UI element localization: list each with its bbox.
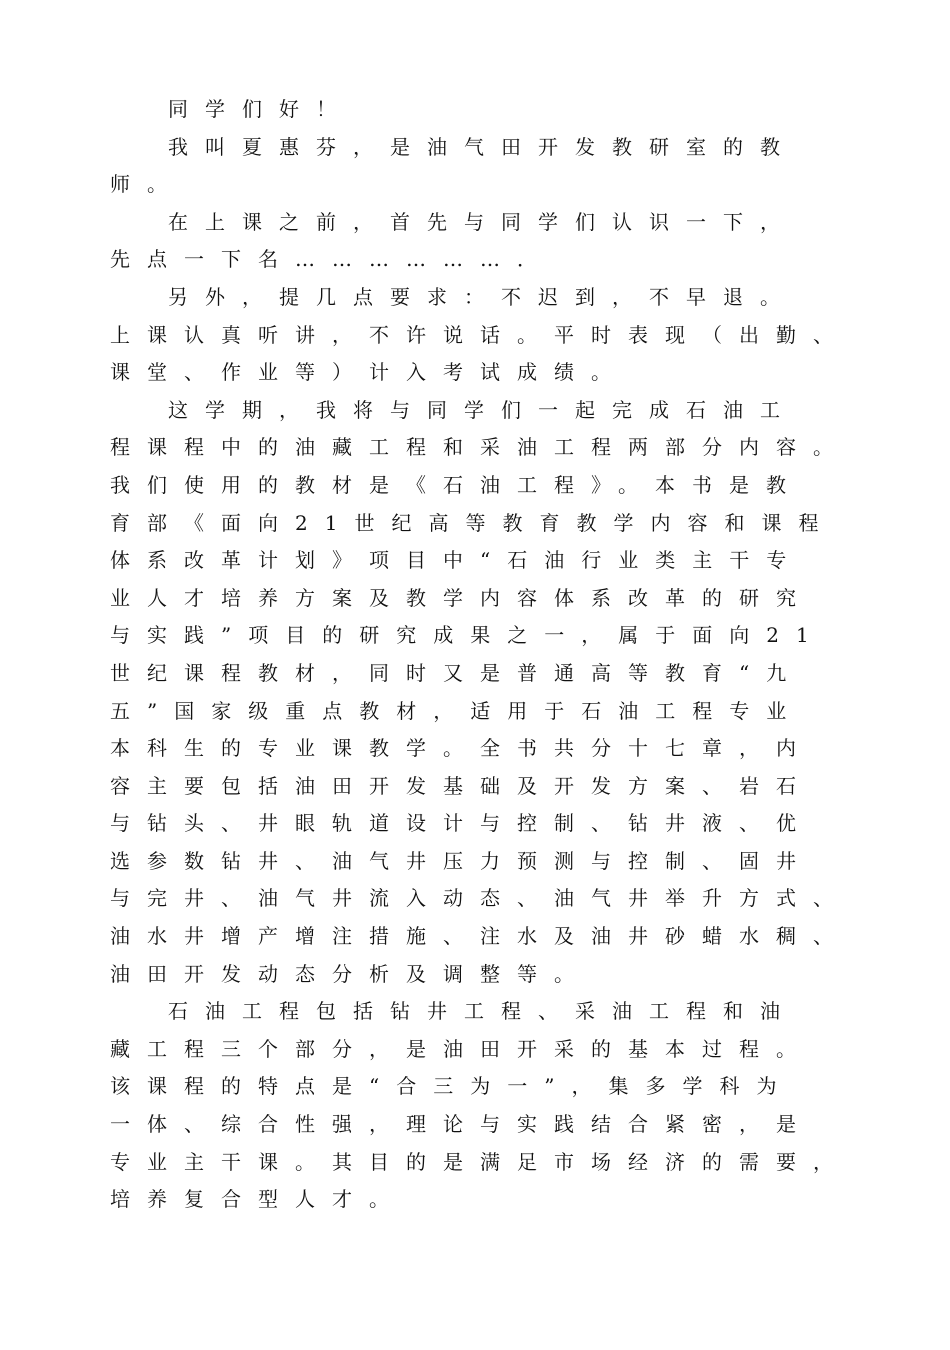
paragraph-line: 我叫夏惠芬，是油气田开发教研室的教 [168,134,797,159]
paragraph-line: 与钻头、井眼轨道设计与控制、钻井液、优 [110,811,813,836]
paragraph-line: 专业主干课。其目的是满足市场经济的需要， [110,1149,850,1174]
paragraph-line: 师。 [110,172,184,197]
paragraph-line: 世纪课程教材，同时又是普通高等教育“九 [110,660,804,685]
paragraph-line: 藏工程三个部分，是油田开采的基本过程。 [110,1036,813,1061]
paragraph-line: 先点一下名………………． [110,247,554,272]
paragraph-line: 体系改革计划》项目中“石油行业类主干专 [110,548,804,573]
paragraph-line: 同学们好！ [168,97,353,121]
paragraph-line: 一体、综合性强，理论与实践结合紧密，是 [110,1112,813,1137]
paragraph-line: 课堂、作业等）计入考试成绩。 [110,360,628,385]
paragraph-line: 与完井、油气井流入动态、油气井举升方式、 [110,886,850,911]
paragraph-line: 在上课之前，首先与同学们认识一下， [168,209,797,234]
paragraph-line: 与实践”项目的研究成果之一，属于面向21 [110,623,826,648]
paragraph-line: 选参数钻井、油气井压力预测与控制、固井 [110,848,813,873]
paragraph-line: 该课程的特点是“合三为一”，集多学科为 [110,1074,794,1099]
paragraph-line: 我们使用的教材是《石油工程》。本书是教 [110,472,803,497]
paragraph-line: 本科生的专业课教学。全书共分十七章，内 [110,736,813,761]
paragraph-line: 培养复合型人才。 [110,1187,406,1212]
paragraph-line: 油田开发动态分析及调整等。 [110,961,591,986]
paragraph-line: 育部《面向21世纪高等教育教学内容和课程 [110,510,836,535]
paragraph-line: 业人才培养方案及教学内容体系改革的研究 [110,585,813,610]
paragraph-line: 容主要包括油田开发基础及开发方案、岩石 [110,773,813,798]
paragraph-line: 程课程中的油藏工程和采油工程两部分内容。 [110,435,850,460]
paragraph-line: 五”国家级重点教材，适用于石油工程专业 [110,698,804,723]
paragraph-line: 另外，提几点要求：不迟到，不早退。 [168,284,797,309]
paragraph-line: 上课认真听讲，不许说话。平时表现（出勤、 [110,322,850,347]
body-text [110,91,860,1219]
paragraph-line: 油水井增产增注措施、注水及油井砂蜡水稠、 [110,924,850,949]
paragraph-line: 石油工程包括钻井工程、采油工程和油 [168,999,797,1024]
paragraph-line: 这学期，我将与同学们一起完成石油工 [168,397,797,422]
